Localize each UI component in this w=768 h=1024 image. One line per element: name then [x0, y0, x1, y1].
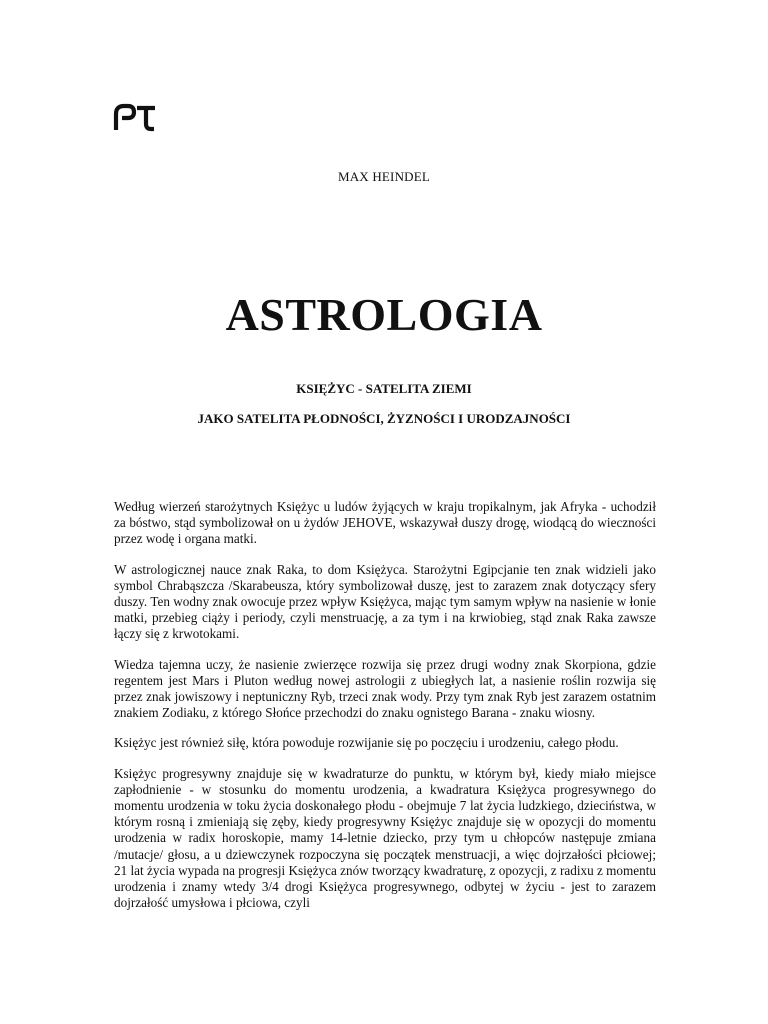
paragraph-3: Wiedza tajemna uczy, że nasienie zwierzęce rozwija się przez drugi wodny znak Skorpiona, gdzie regentem jest Mars i Pluton według nowej astrologii z ubiegłych lat, a nasienie roślin rozwija się przez znak jowiszowy i neptuniczny Ryb, trzeci znak wody. Przy tym znak Ryb jest zarazem ostatnim znakiem Zodiaku, z którego Słońce przechodzi do znaku ognistego Barana - znaku wiosny.	[114, 656, 656, 721]
paragraph-2: W astrologicznej nauce znak Raka, to dom Księżyca. Starożytni Egipcjanie ten znak widzieli jako symbol Chrabąszcza /Skarabeusza, który symbolizował duszę, jest to zarazem znak dotyczący sfery duszy. Ten wodny znak owocuje przez wpływ Księżyca, mając tym samym wpływ na nasienie w łonie matki, przebieg ciąży i periody, czyli menstruację, a za tym i na krwiobieg, stąd znak Raka zawsze łączy się z krwotokami.	[114, 561, 656, 642]
paragraph-4: Księżyc jest również siłę, która powoduje rozwijanie się po poczęciu i urodzeniu, całego płodu.	[114, 735, 619, 751]
subtitle-2: JAKO SATELITA PŁODNOŚCI, ŻYZNOŚCI I URODZAJNOŚCI	[197, 411, 571, 426]
paragraph-1: Według wierzeń starożytnych Księżyc u ludów żyjących w kraju tropikalnym, jak Afryka - uchodził za bóstwo, stąd symbolizował on u żydów JEHOVE, wskazywał duszy drogę, wiodącą do wieczności przez wodę i organa matki.	[114, 499, 656, 547]
body-text	[114, 499, 656, 925]
pt-logo	[113, 100, 157, 132]
paragraph-5: Księżyc progresywny znajduje się w kwadraturze do punktu, w którym był, kiedy miało miejsce zapłodnienie - w stosunku do momentu urodzenia, a kwadratura Księżyca progresywnego do momentu urodzenia w toku życia doskonałego płodu - obejmuje 7 lat życia ludzkiego, dzieciństwa, w którym rosną i zmieniają się zęby, kiedy progresywny Księżyc znajduje się w opozycji do momentu urodzenia w radix horoskopie, mamy 14-letnie dziecko, przy tym u chłopców następuje zmiana /mutacje/ głosu, a u dziewczynek rozpoczyna się początek menstruacji, a więc dojrzałości płciowej; 21 lat życia wypada na progresji Księżyca znów tworzący kwadraturę, z opozycji, z radixu z momentu urodzenia i znamy wtedy 3/4 drogi Księżyca progresywnego, odbytej w życiu - jest to zarazem dojrzałość umysłowa i płciowa, czyli	[114, 765, 656, 911]
document-title: ASTROLOGIA	[225, 289, 543, 340]
subtitle-1: KSIĘŻYC - SATELITA ZIEMI	[296, 381, 472, 396]
author-name: MAX HEINDEL	[337, 169, 431, 184]
